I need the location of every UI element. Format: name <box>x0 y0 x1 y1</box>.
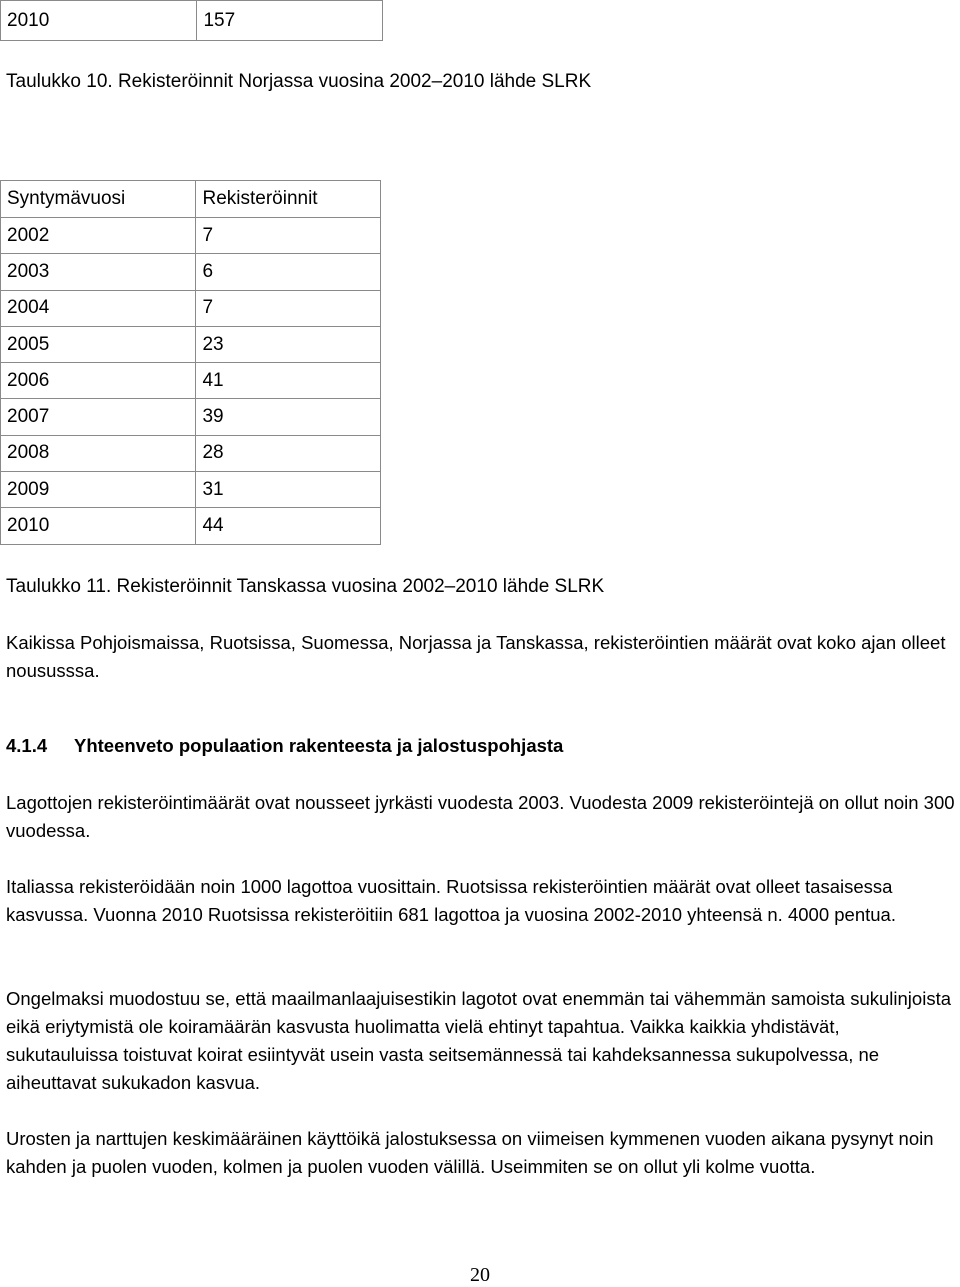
table-denmark <box>0 180 381 545</box>
paragraph-italy-sweden: Italiassa rekisteröidään noin 1000 lagottoa vuosittain. Ruotsissa rekisteröintien määrät ovat olleet tasaisessa kasvussa. Vuonna 2010 Ruotsissa rekisteröitiin 681 lagottoa ja vuosina 2002-2010 yhteensä n. 4000 pentua. <box>6 876 896 925</box>
table-cell-year: 2002 <box>1 218 196 254</box>
table-cell-registrations: 44 <box>196 508 381 544</box>
section-heading <box>6 732 563 760</box>
table-cell-year: 2009 <box>1 472 196 508</box>
table-row <box>1 1 383 41</box>
table-header-cell: Rekisteröinnit <box>196 181 381 218</box>
table-row <box>1 435 381 471</box>
table-row <box>1 363 381 399</box>
section-title: Yhteenveto populaation rakenteesta ja jalostuspohjasta <box>74 735 564 756</box>
table-row <box>1 326 381 362</box>
table-cell-value: 157 <box>197 1 383 41</box>
table-row <box>1 254 381 290</box>
table-row <box>1 472 381 508</box>
page-number: 20 <box>470 1264 490 1286</box>
paragraph-problem: Ongelmaksi muodostuu se, että maailmanlaajuisestikin lagotot ovat enemmän tai vähemmän samoista sukulinjoista eikä eriytymistä ole koiramäärän kasvusta huolimatta vielä ehtinyt tapahtua. Vaikka kaikkia yhdistävät, sukutauluissa toistuvat koirat esiintyvät usein vasta seitsemännessä tai kahdeksannessa sukupolvessa, ne aiheuttavat sukukadon kasvua. <box>6 988 951 1093</box>
table-cell-registrations: 6 <box>196 254 381 290</box>
table-cell-year: 2008 <box>1 435 196 471</box>
table-row <box>1 399 381 435</box>
table-cell-year: 2010 <box>1 508 196 544</box>
table-cell-year: 2004 <box>1 290 196 326</box>
table-cell-registrations: 28 <box>196 435 381 471</box>
paragraph-breeding-age: Urosten ja narttujen keskimääräinen käyttöikä jalostuksessa on viimeisen kymmenen vuoden aikana pysynyt noin kahden ja puolen vuoden, kolmen ja puolen vuoden välillä. Useimmiten se on ollut yli kolme vuotta. <box>6 1128 934 1177</box>
table-cell-year: 2005 <box>1 326 196 362</box>
paragraph-nordic: Kaikissa Pohjoismaissa, Ruotsissa, Suomessa, Norjassa ja Tanskassa, rekisteröintien määrät ovat koko ajan olleet noususssa. <box>6 632 946 681</box>
table-cell-year: 2010 <box>1 1 197 41</box>
table-caption-11: Taulukko 11. Rekisteröinnit Tanskassa vuosina 2002–2010 lähde SLRK <box>6 576 605 597</box>
table-caption-10: Taulukko 10. Rekisteröinnit Norjassa vuosina 2002–2010 lähde SLRK <box>6 71 592 92</box>
table-cell-registrations: 31 <box>196 472 381 508</box>
table-cell-registrations: 7 <box>196 290 381 326</box>
paragraph-registrations: Lagottojen rekisteröintimäärät ovat nousseet jyrkästi vuodesta 2003. Vuodesta 2009 rekisteröintejä on ollut noin 300 vuodessa. <box>6 792 955 841</box>
table-cell-registrations: 41 <box>196 363 381 399</box>
section-number: 4.1.4 <box>6 735 48 756</box>
table-cell-registrations: 39 <box>196 399 381 435</box>
table-cell-year: 2006 <box>1 363 196 399</box>
table-header-cell: Syntymävuosi <box>1 181 196 218</box>
table-cell-registrations: 7 <box>196 218 381 254</box>
table-norway-tail <box>0 0 383 41</box>
table-cell-year: 2003 <box>1 254 196 290</box>
table-header-row <box>1 181 381 218</box>
table-cell-year: 2007 <box>1 399 196 435</box>
table-row <box>1 508 381 544</box>
table-row <box>1 218 381 254</box>
table-cell-registrations: 23 <box>196 326 381 362</box>
table-row <box>1 290 381 326</box>
